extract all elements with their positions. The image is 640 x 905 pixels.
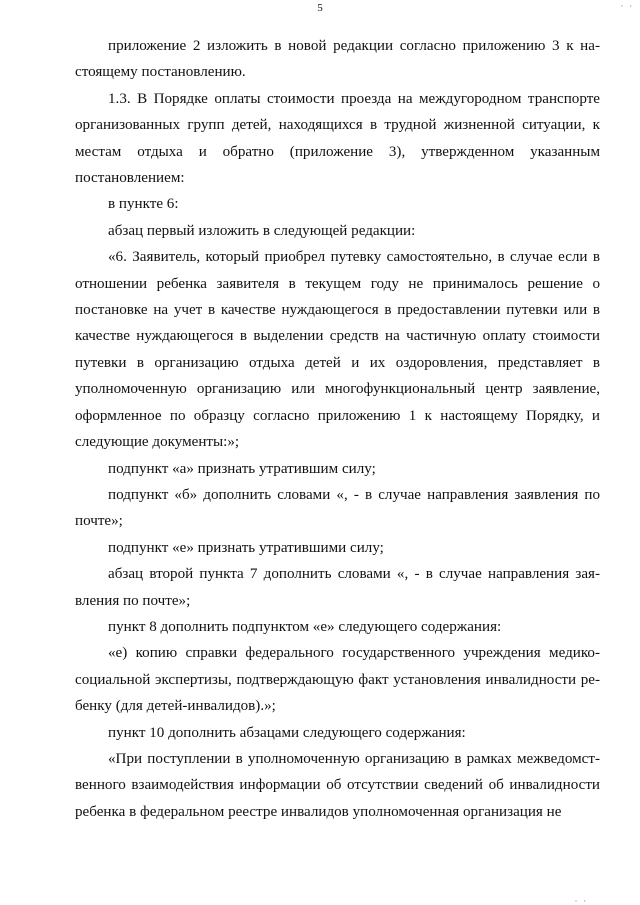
paragraph-subclause-b: подпункт «б» дополнить словами «, - в случае направления заявления по почте»;: [75, 486, 600, 530]
scan-corner-mark-top: ‚ ‚: [620, 0, 634, 8]
document-body: [75, 33, 600, 825]
paragraph-clause-10-text: «При поступлении в уполномоченную организацию в рамках межведомственного взаимодействия информации об отсутствии сведений об инвалидности ребенка в федеральном реестре инвалидов уполномоченная организация не: [75, 750, 600, 820]
paragraph-clause-7: абзац второй пункта 7 дополнить словами «, - в случае направления заявления по почте»;: [75, 566, 600, 609]
paragraph-appendix-2: приложение 2 изложить в новой редакции согласно приложению 3 к настоящему постановлению.: [75, 38, 600, 81]
paragraph-subclause-e-text: «е) копию справки федерального государственного учреждения медико-социальной экспертизы, подтверждающую факт установления инвалидности ребенку (для детей-инвалидов).»;: [75, 645, 600, 715]
paragraph-clause-10: пункт 10 дополнить абзацами следующего содержания:: [108, 724, 466, 741]
page-number: 5: [317, 2, 323, 14]
scan-corner-mark-bottom: ‚ ‚: [574, 894, 588, 903]
paragraph-1-3: 1.3. В Порядке оплаты стоимости проезда на междугородном транспорте организованных групп детей, находящихся в трудной жизненной ситуации, к местам отдыха и обратно (приложение 3), утвержденном указанным постановлением:: [75, 90, 600, 187]
paragraph-clause-8: пункт 8 дополнить подпунктом «е» следующего содержания:: [108, 618, 502, 635]
paragraph-subclause-a: подпункт «а» признать утратившим силу;: [108, 460, 376, 477]
paragraph-clause-6-text: «6. Заявитель, который приобрел путевку самостоятельно, в случае если в отношении ребенка заявителя в текущем году не принималось решение о постановке на учет в качестве нуждающегося в предоставлении путевки или в качестве нуждающегося в выделении средств на частичную оплату стоимости путевки в организацию отдыха детей и их оздоровления, представляет в уполномоченную организацию или многофункциональный центр заявление, оформленное по образцу согласно приложению 1 к настоящему Порядку, и следующие документы:»;: [75, 249, 600, 451]
paragraph-in-clause-6: в пункте 6:: [108, 196, 179, 213]
paragraph-first-abzac: абзац первый изложить в следующей редакции:: [108, 222, 416, 239]
paragraph-subclause-e: подпункт «е» признать утратившими силу;: [108, 539, 384, 556]
